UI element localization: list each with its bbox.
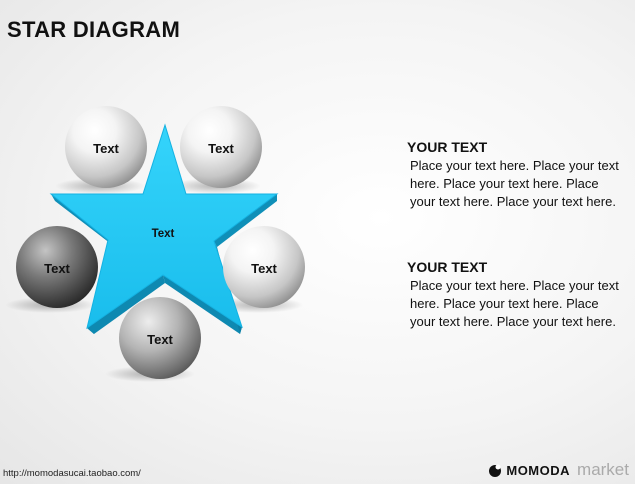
- momoda-logo: [488, 459, 629, 481]
- sphere-bottom: [119, 297, 201, 379]
- sphere-bottom-label: Text: [147, 332, 173, 347]
- slide-title: STAR DIAGRAM: [7, 17, 181, 42]
- text-block-2-body: Place your text here. Place your text here. Place your text here. Place your text here. Place your text here.: [410, 278, 619, 329]
- logo-suffix: market: [577, 460, 629, 479]
- sphere-top-left-label: Text: [93, 141, 119, 156]
- star-label: Text: [151, 228, 175, 240]
- logo-mark-icon: [488, 463, 502, 477]
- text-block-1-heading: YOUR TEXT: [407, 139, 488, 155]
- logo-brand: MOMODA: [506, 462, 571, 478]
- sphere-left-label: Text: [44, 261, 70, 276]
- text-block-2: [407, 259, 622, 331]
- sphere-left: [16, 226, 98, 308]
- footer-url: http://momodasucai.taobao.com/: [3, 468, 141, 479]
- text-block-2-heading: YOUR TEXT: [407, 259, 488, 275]
- sphere-top-right-label: Text: [208, 141, 234, 156]
- text-block-1-body: Place your text here. Place your text here. Place your text here. Place your text here. Place your text here.: [410, 158, 619, 209]
- sphere-top-left: [65, 106, 147, 188]
- text-block-1: [407, 139, 622, 211]
- sphere-right-label: Text: [251, 261, 277, 276]
- sphere-right: [223, 226, 305, 308]
- sphere-top-right: [180, 106, 262, 188]
